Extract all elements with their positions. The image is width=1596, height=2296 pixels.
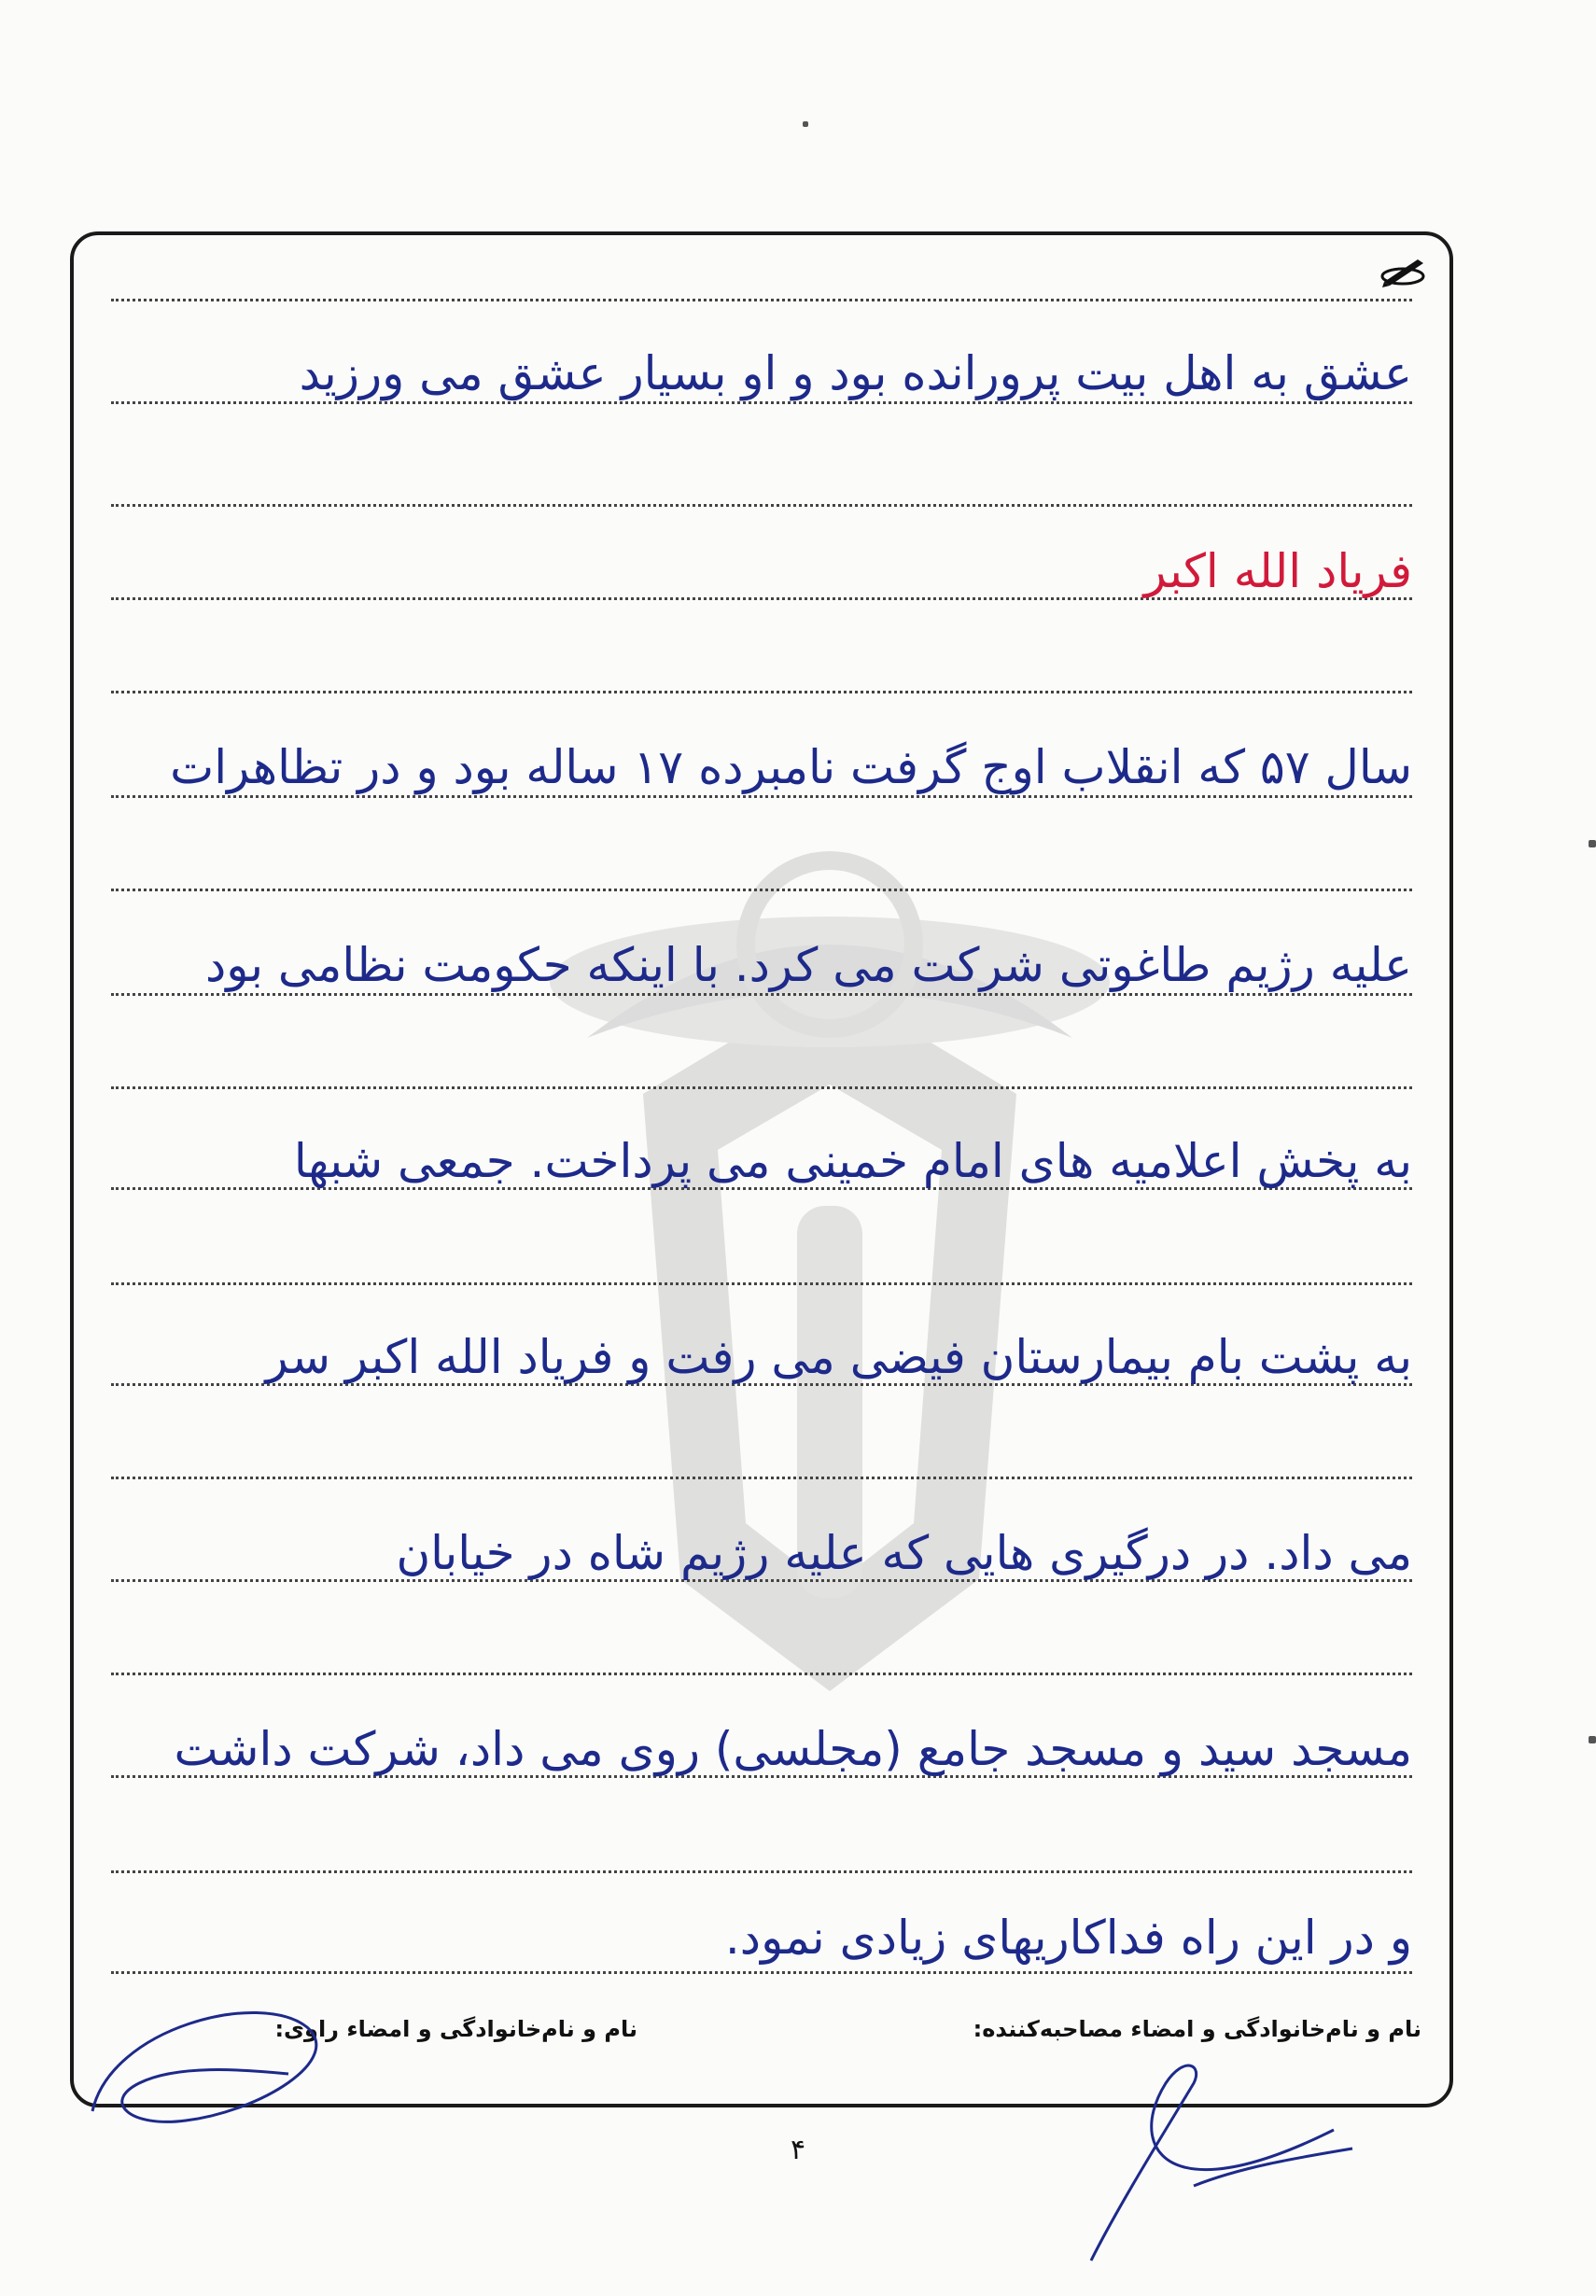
ruled-line <box>111 1673 1412 1675</box>
ruled-line <box>111 993 1412 996</box>
handwritten-line: به پخش اعلامیه های امام خمینی می پرداخت. جمعی شبها <box>293 1134 1412 1188</box>
interviewer-signature-label: نام و نام‌خانوادگی و امضاء مصاحبه‌کننده: <box>973 2016 1421 2042</box>
handwritten-line: مسجد سید و مسجد جامع (مجلسی) روی می داد، شرکت داشت <box>174 1722 1412 1776</box>
ruled-line <box>111 504 1412 507</box>
handwritten-line: عشق به اهل بیت پرورانده بود و او بسیار عشق می ورزید <box>299 346 1412 400</box>
ruled-line <box>111 299 1412 301</box>
page-number: ۴ <box>790 2134 806 2166</box>
ruled-line <box>111 889 1412 891</box>
ruled-line <box>111 1477 1412 1479</box>
pen-icon <box>1375 252 1431 289</box>
handwritten-line: و در این راه فداکاریهای زیادی نمود. <box>724 1911 1412 1965</box>
ruled-line <box>111 1282 1412 1285</box>
lined-page-frame <box>70 231 1453 2107</box>
handwritten-line: می داد. در درگیری هایی که علیه رژیم شاه در خیابان <box>396 1526 1412 1580</box>
ruled-line <box>111 401 1412 404</box>
ruled-line <box>111 1870 1412 1873</box>
staple-mark <box>1589 840 1596 847</box>
dust-speck <box>803 121 808 127</box>
handwritten-line: سال ۵۷ که انقلاب اوج گرفت نامبرده ۱۷ ساله بود و در تظاهرات <box>170 740 1412 794</box>
ruled-line <box>111 795 1412 798</box>
ruled-line <box>111 691 1412 693</box>
staple-mark <box>1589 1736 1596 1743</box>
handwritten-line: به پشت بام بیمارستان فیضی می رفت و فریاد الله اکبر سر <box>265 1330 1412 1384</box>
narrator-signature <box>74 1971 372 2158</box>
handwritten-heading: فریاد الله اکبر <box>1143 544 1412 598</box>
narrator-signature-label: نام و نام‌خانوادگی و امضاء راوی: <box>274 2016 637 2042</box>
handwritten-line: علیه رژیم طاغوتی شرکت می کرد. با اینکه حکومت نظامی بود <box>204 938 1412 992</box>
ruled-line <box>111 1086 1412 1089</box>
